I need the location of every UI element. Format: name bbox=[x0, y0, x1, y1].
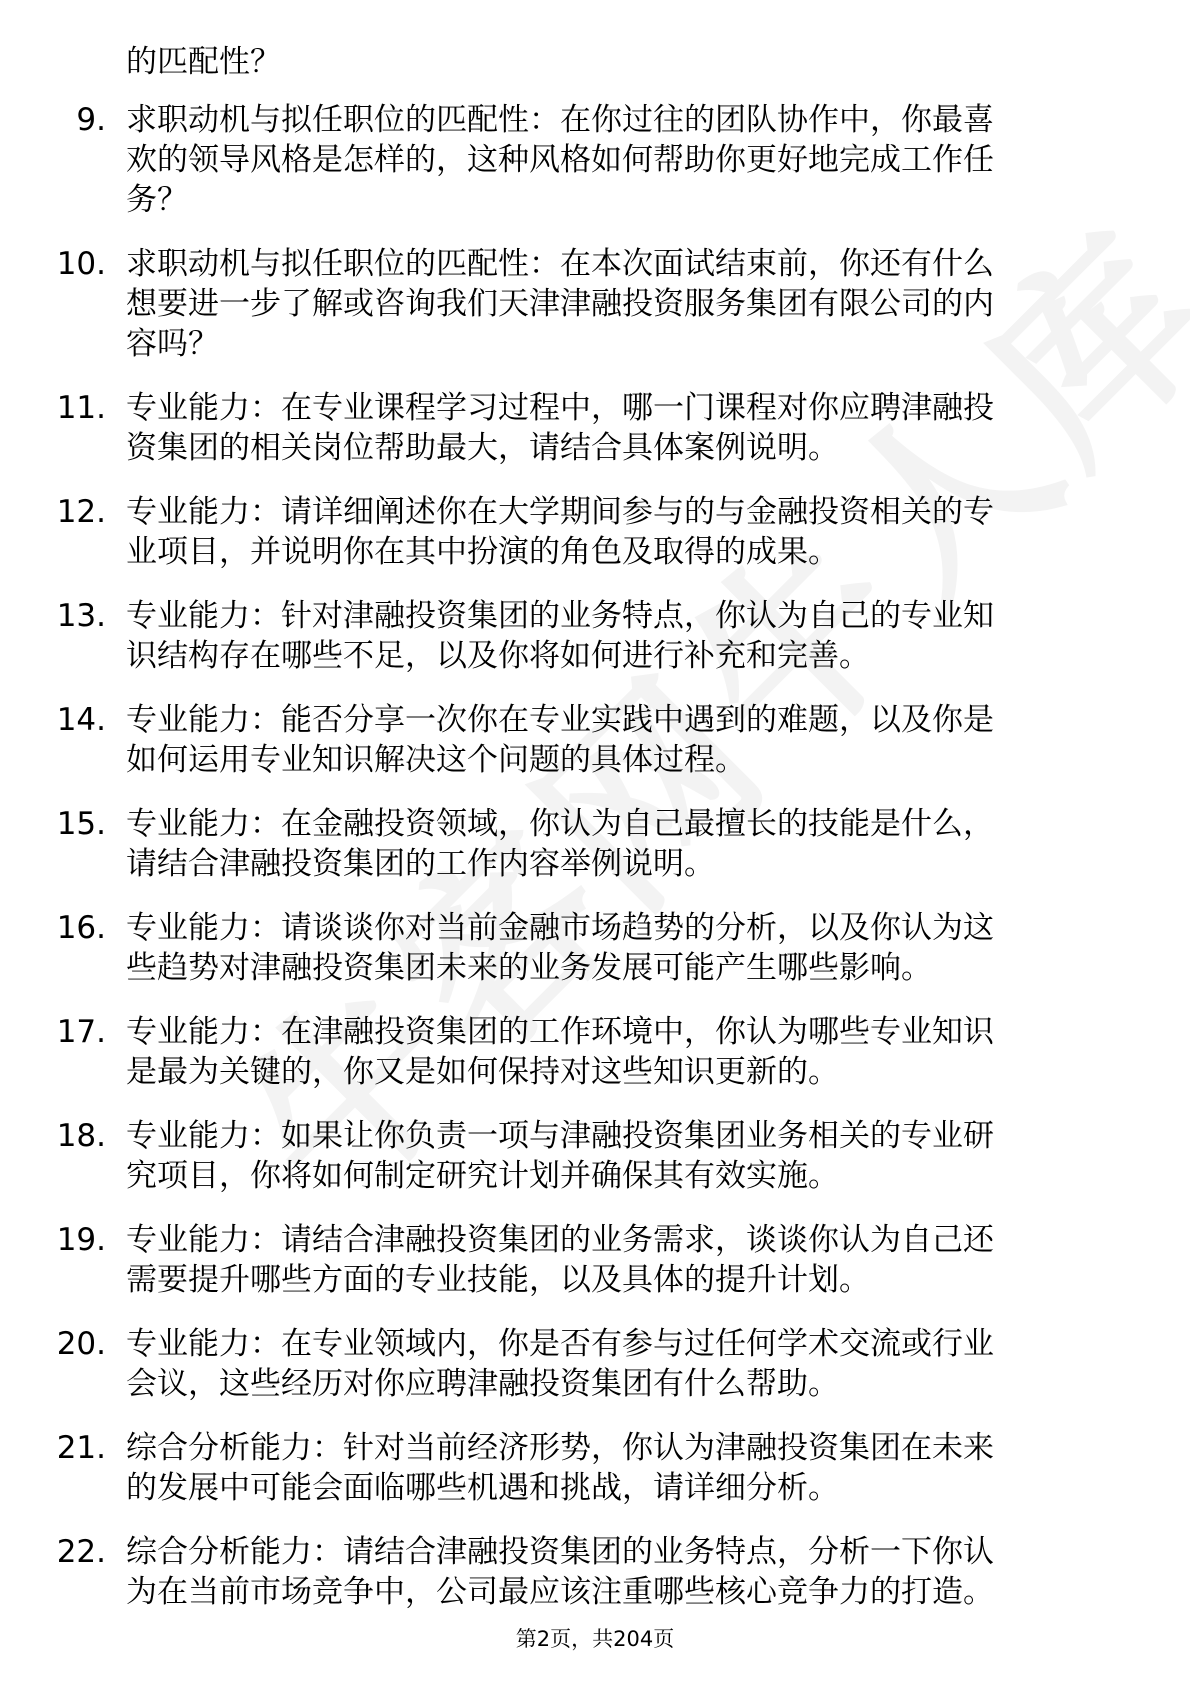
question-number: 10. bbox=[56, 246, 106, 282]
question-text-line: 求职动机与拟任职位的匹配性：在本次面试结束前，你还有什么 bbox=[126, 246, 994, 282]
question-text-line: 会议，这些经历对你应聘津融投资集团有什么帮助。 bbox=[126, 1366, 839, 1402]
question-number: 21. bbox=[56, 1430, 106, 1466]
question-text-line: 资集团的相关岗位帮助最大，请结合具体案例说明。 bbox=[126, 430, 839, 466]
question-text-line: 务？ bbox=[126, 182, 188, 218]
question-item bbox=[0, 100, 1106, 220]
question-text-line: 的发展中可能会面临哪些机遇和挑战，请详细分析。 bbox=[126, 1470, 839, 1506]
continuation-text: 的匹配性？ bbox=[126, 44, 281, 80]
question-text-line: 专业能力：如果让你负责一项与津融投资集团业务相关的专业研 bbox=[126, 1118, 994, 1154]
question-number: 15. bbox=[56, 806, 106, 842]
question-text-line: 容吗？ bbox=[126, 326, 219, 362]
question-text-line: 欢的领导风格是怎样的，这种风格如何帮助你更好地完成工作任 bbox=[126, 142, 994, 178]
question-text-line: 为在当前市场竞争中，公司最应该注重哪些核心竞争力的打造。 bbox=[126, 1574, 994, 1610]
question-number: 20. bbox=[56, 1326, 106, 1362]
question-text-line: 请结合津融投资集团的工作内容举例说明。 bbox=[126, 846, 715, 882]
question-text-line: 专业能力：请详细阐述你在大学期间参与的与金融投资相关的专 bbox=[126, 494, 994, 530]
question-item bbox=[0, 1220, 1106, 1300]
question-text-line: 专业能力：请谈谈你对当前金融市场趋势的分析，以及你认为这 bbox=[126, 910, 994, 946]
question-text-line: 些趋势对津融投资集团未来的业务发展可能产生哪些影响。 bbox=[126, 950, 932, 986]
question-number: 16. bbox=[56, 910, 106, 946]
question-item bbox=[0, 492, 1106, 572]
question-text-line: 综合分析能力：针对当前经济形势，你认为津融投资集团在未来 bbox=[126, 1430, 994, 1466]
question-item bbox=[0, 804, 1106, 884]
question-number: 11. bbox=[56, 390, 106, 426]
question-text-line: 是最为关键的，你又是如何保持对这些知识更新的。 bbox=[126, 1054, 839, 1090]
question-text-line: 需要提升哪些方面的专业技能，以及具体的提升计划。 bbox=[126, 1262, 870, 1298]
question-number: 18. bbox=[56, 1118, 106, 1154]
question-text-line: 想要进一步了解或咨询我们天津津融投资服务集团有限公司的内 bbox=[126, 286, 994, 322]
question-item bbox=[0, 1428, 1106, 1508]
question-number: 17. bbox=[56, 1014, 106, 1050]
question-text-line: 综合分析能力：请结合津融投资集团的业务特点，分析一下你认 bbox=[126, 1534, 994, 1570]
question-text-line: 专业能力：在津融投资集团的工作环境中，你认为哪些专业知识 bbox=[126, 1014, 994, 1050]
question-text-line: 业项目，并说明你在其中扮演的角色及取得的成果。 bbox=[126, 534, 839, 570]
question-item bbox=[0, 596, 1106, 676]
question-number: 19. bbox=[56, 1222, 106, 1258]
question-text-line: 专业能力：在专业领域内，你是否有参与过任何学术交流或行业 bbox=[126, 1326, 994, 1362]
question-text-line: 识结构存在哪些不足，以及你将如何进行补充和完善。 bbox=[126, 638, 870, 674]
question-text-line: 专业能力：请结合津融投资集团的业务需求，谈谈你认为自己还 bbox=[126, 1222, 994, 1258]
question-text-line: 专业能力：在金融投资领域，你认为自己最擅长的技能是什么， bbox=[126, 806, 994, 842]
question-list bbox=[0, 100, 1190, 1612]
question-number: 22. bbox=[56, 1534, 106, 1570]
question-number: 13. bbox=[56, 598, 106, 634]
question-number: 14. bbox=[56, 702, 106, 738]
question-text-line: 究项目，你将如何制定研究计划并确保其有效实施。 bbox=[126, 1158, 839, 1194]
question-item bbox=[0, 388, 1106, 468]
question-number: 12. bbox=[56, 494, 106, 530]
question-number: 9. bbox=[76, 102, 106, 138]
question-text-line: 专业能力：针对津融投资集团的业务特点，你认为自己的专业知 bbox=[126, 598, 994, 634]
question-item bbox=[0, 700, 1106, 780]
question-text-line: 专业能力：在专业课程学习过程中，哪一门课程对你应聘津融投 bbox=[126, 390, 994, 426]
question-text-line: 求职动机与拟任职位的匹配性：在你过往的团队协作中，你最喜 bbox=[126, 102, 994, 138]
question-item bbox=[0, 244, 1106, 364]
page-content bbox=[0, 42, 1190, 1636]
question-item bbox=[0, 1532, 1106, 1612]
question-item bbox=[0, 1116, 1106, 1196]
question-text-line: 专业能力：能否分享一次你在专业实践中遇到的难题，以及你是 bbox=[126, 702, 994, 738]
question-item bbox=[0, 908, 1106, 988]
page-footer: 第2页，共204页 bbox=[515, 1627, 675, 1651]
question-text-line: 如何运用专业知识解决这个问题的具体过程。 bbox=[126, 742, 746, 778]
question-item bbox=[0, 1324, 1106, 1404]
question-item bbox=[0, 1012, 1106, 1092]
